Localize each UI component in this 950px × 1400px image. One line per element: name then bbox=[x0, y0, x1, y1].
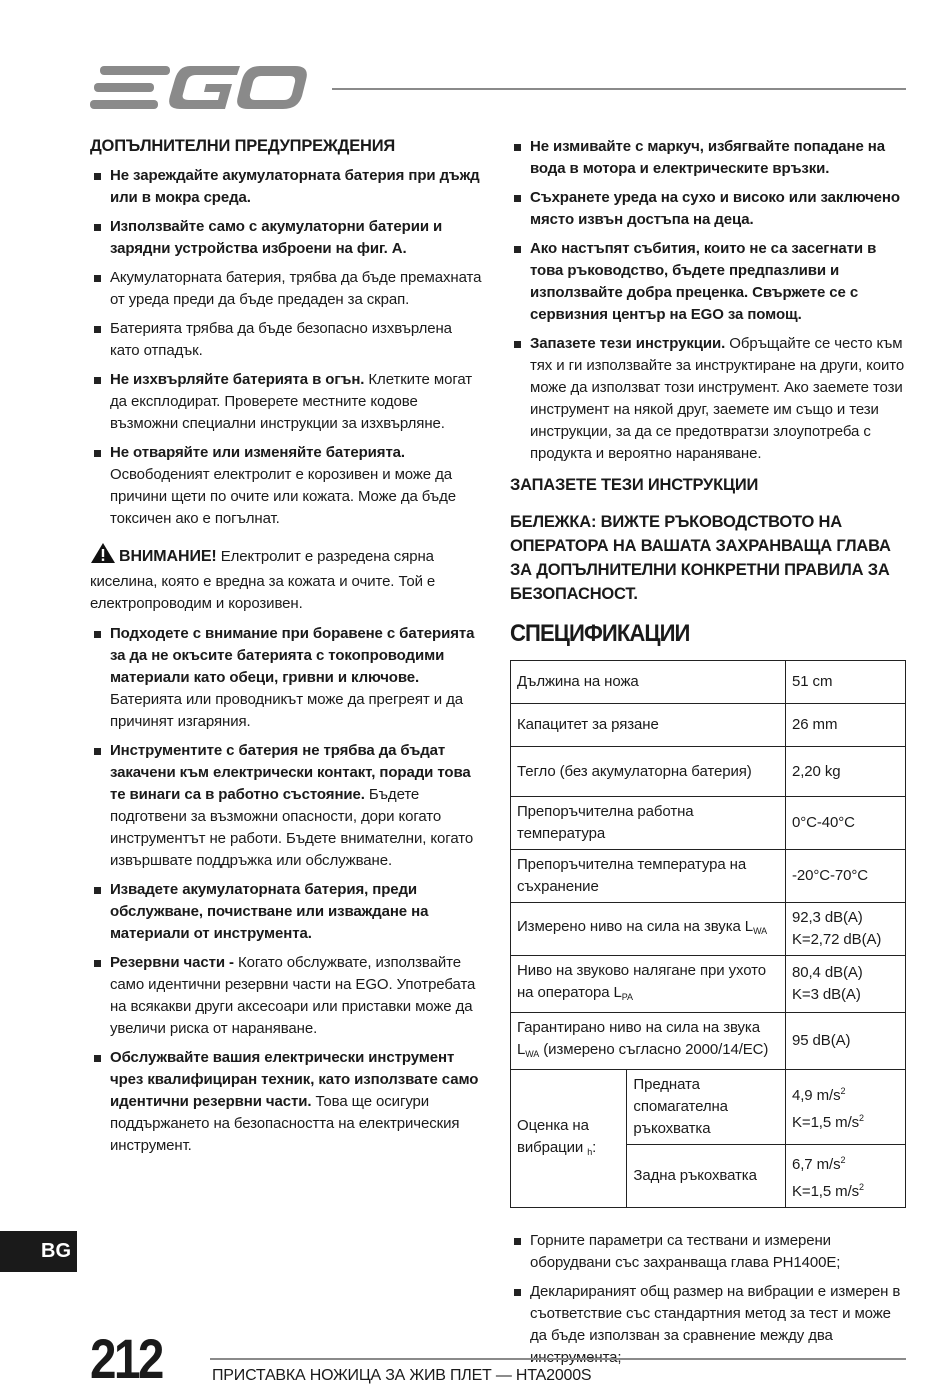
header-rule bbox=[332, 88, 906, 90]
table-row: Гарантирано ниво на сила на звука $L_{WA}$ (измерено съгласно 2000/14/EC) 95 dB(A) bbox=[511, 1013, 906, 1070]
left-column bbox=[90, 136, 485, 1164]
list-item: Не изхвърляйте батерията в огън. Клетките могат да експлодират. Проверете местните кодове възможни специални инструкции за изхвърляне. bbox=[90, 369, 485, 435]
table-row: Препоръчителна работна температура 0°C-40°C bbox=[511, 797, 906, 850]
list-item: Ако настъпят събития, които не са засегнати в това ръководство, бъдете предпазливи и използвайте добра преценка. Свържете се с сервизния център на EGO за помощ. bbox=[510, 238, 906, 326]
list-item: Резервни части - Когато обслужвате, използвайте само идентични резервни части на EGO. Употребата на всякакви други аксесоари или приставки може да увеличи риска от нараняване. bbox=[90, 952, 485, 1040]
right-column bbox=[510, 136, 906, 1376]
footnotes-list bbox=[510, 1230, 906, 1369]
save-instructions-heading: ЗАПАЗЕТЕ ТЕЗИ ИНСТРУКЦИИ bbox=[510, 476, 759, 494]
list-item: Горните параметри са тествани и измерени оборудвани със захранваща глава PH1400E; bbox=[510, 1230, 906, 1274]
list-item: Не измивайте с маркуч, избягвайте попадане на вода в мотора и електрическите връзки. bbox=[510, 136, 906, 180]
list-item: Акумулаторната батерия, трябва да бъде премахната от уреда преди да бъде предаден за скрап. bbox=[90, 267, 485, 311]
table-row: Тегло (без акумулаторна батерия) 2,20 kg bbox=[511, 747, 906, 797]
table-row: Задна ръкохватка 6,7 $m/s^2$ K=1,5 $m/s^2$ bbox=[511, 1145, 906, 1208]
warning-note: ВНИМАНИЕ! Електролит е разредена сярна киселина, която е вредна за кожата и очите. Той е електропроводим и корозивен. bbox=[90, 542, 485, 615]
specifications-title: СПЕЦИФИКАЦИИ bbox=[510, 620, 690, 647]
list-item: Извадете акумулаторната батерия, преди обслужване, почистване или изваждане на материали от инструмента. bbox=[90, 879, 485, 945]
list-item: Не зареждайте акумулаторната батерия при дъжд или в мокра среда. bbox=[90, 165, 485, 209]
table-row: Оценка на вибрации $_h$: Предната спомагателна ръкохватка 4,9 $m/s^2$ K=1,5 $m/s^2$ bbox=[511, 1070, 906, 1145]
list-item: Съхранете уреда на сухо и високо или заключено място извън достъпа на деца. bbox=[510, 187, 906, 231]
table-row: Ниво на звуково налягане при ухото на оператора $L_{PA}$ 80,4 dB(A) K=3 dB(A) bbox=[511, 956, 906, 1013]
page-number: 212 bbox=[90, 1327, 162, 1390]
list-item: Декларираният общ размер на вибрации е измерен в съответствие със стандартния метод за тест и може да бъде използван за сравнение между два bbox=[510, 1281, 906, 1369]
warnings-list-2 bbox=[90, 623, 485, 1157]
list-item: Подходете с внимание при боравене с батерията за да не окъсите батерията с токопроводими материали като обеци, гривни и ключове. Батерията или проводникът може да прегреят и да причинят изгаряния. bbox=[90, 623, 485, 733]
table-row: Препоръчителна температура на съхранение -20°C-70°C bbox=[511, 850, 906, 903]
language-tab: BG bbox=[0, 1231, 77, 1272]
warnings-list-3 bbox=[510, 136, 906, 465]
list-item: Батерията трябва да бъде безопасно изхвърлена като отпадък. bbox=[90, 318, 485, 362]
list-item: Инструментите с батерия не трябва да бъдат закачени към електрически контакт, поради това те винаги са в работно състояние. Бъдете подготвени за възможни опасности, дори когато инструментът не работи. Бъдете внимателни, когато извършвате поддръжка или обслужване. bbox=[90, 740, 485, 872]
list-item: Запазете тези инструкции. Обръщайте се често към тях и ги използвайте за инструктиране на други, които може да използват този инструмент. Ако заемете този инструмент на някой друг, заемете им също и тези инструкции, за да се предотвратзи злоупотреба с продукта и вероятно нараняване. bbox=[510, 333, 906, 465]
footer-title: ПРИСТАВКА НОЖИЦА ЗА ЖИВ ПЛЕТ — HTA2000S bbox=[212, 1367, 592, 1384]
warning-triangle-icon bbox=[90, 542, 116, 571]
table-row: Дължина на ножа 51 cm bbox=[511, 661, 906, 704]
list-item: Използвайте само с акумулаторни батерии и зарядни устройства изброени на фиг. А. bbox=[90, 216, 485, 260]
ego-logo bbox=[90, 64, 310, 117]
table-row: Измерено ниво на сила на звука $L_{WA}$ 92,3 dB(A) K=2,72 dB(A) bbox=[511, 903, 906, 956]
additional-warnings-heading: ДОПЪЛНИТЕЛНИ ПРЕДУПРЕЖДЕНИЯ bbox=[90, 137, 396, 155]
footer-rule bbox=[210, 1358, 906, 1360]
note-heading: БЕЛЕЖКА: ВИЖТЕ РЪКОВОДСТВОТО НА ОПЕРАТОРА НА ВАШАТА ЗАХРАНВАЩА ГЛАВА ЗА ДОПЪЛНИТЕЛНИ КОНКРЕТНИ ПРАВИЛА ЗА БЕЗОПАСНОСТ. bbox=[510, 513, 891, 603]
list-item: Обслужвайте вашия електрически инструмент чрез квалифициран техник, като използвате само идентични резервни части. Това ще осигури поддържането на безопасността на електрическия инструмент. bbox=[90, 1047, 485, 1157]
warnings-list-1 bbox=[90, 165, 485, 530]
specifications-table bbox=[510, 660, 906, 1208]
table-row: Капацитет за рязане 26 mm bbox=[511, 704, 906, 747]
list-item: Не отваряйте или изменяйте батерията. Освободеният електролит е корозивен и може да причини щети по очите или кожата. Може да бъде токсичен ако е погълнат. bbox=[90, 442, 485, 530]
